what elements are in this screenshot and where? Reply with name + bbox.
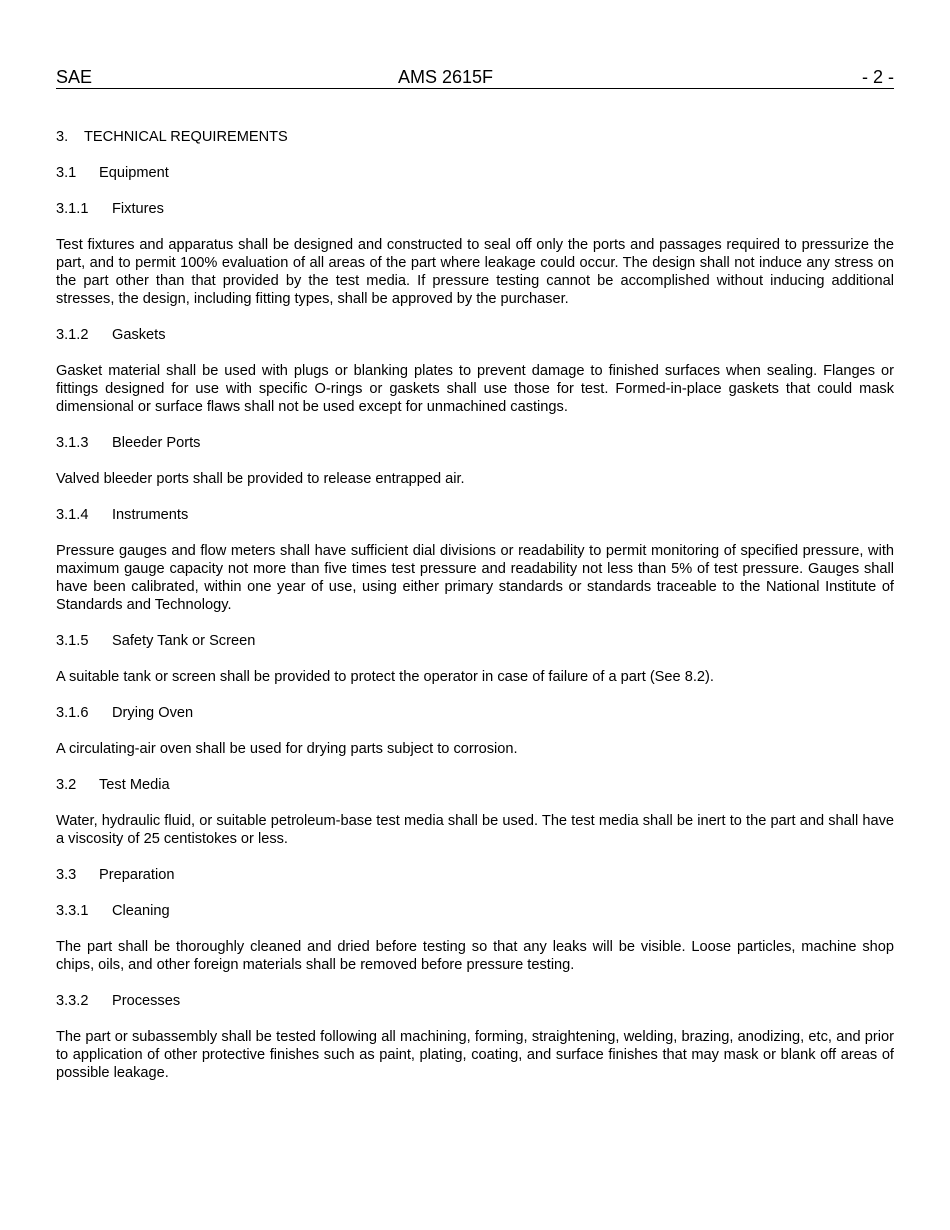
section-title: Gaskets [112, 327, 166, 343]
section-3-1-5-heading [56, 632, 894, 650]
section-title: Cleaning [112, 903, 170, 919]
section-3-3-1-paragraph: The part shall be thoroughly cleaned and dried before testing so that any leaks will be visible. Loose particles, machine shop chips, oils, and other foreign materials shall be removed before pressure testing. [56, 939, 894, 973]
section-3-3-2-paragraph: The part or subassembly shall be tested following all machining, forming, straightening, welding, brazing, anodizing, etc, and prior to application of other protective finishes such as paint, plating, coating, and surface finishes that may mask or blank off areas of possible leakage. [56, 1029, 894, 1081]
section-3-1-4-paragraph: Pressure gauges and flow meters shall have sufficient dial divisions or readability to permit monitoring of specified pressure, with maximum gauge capacity not more than five times test pressure and readability not less than 5% of test pressure. Gauges shall have been calibrated, within one year of use, using either primary standards or standards traceable to the National Institute of Standards and Technology. [56, 543, 894, 613]
section-title: Instruments [112, 507, 189, 523]
header-document-number: AMS 2615F [398, 67, 494, 87]
section-title: Safety Tank or Screen [112, 633, 256, 649]
section-number: 3.1.2 [56, 327, 89, 343]
section-number: 3.1 [56, 165, 77, 181]
section-title: Equipment [99, 165, 169, 181]
section-title: Test Media [99, 777, 170, 793]
section-3-1-6-paragraph: A circulating-air oven shall be used for drying parts subject to corrosion. [56, 741, 518, 757]
section-3-heading [56, 128, 894, 146]
section-3-1-5-paragraph: A suitable tank or screen shall be provided to protect the operator in case of failure of a part (See 8.2). [56, 669, 714, 685]
section-number: 3.1.6 [56, 705, 89, 721]
section-title: TECHNICAL REQUIREMENTS [84, 129, 288, 145]
section-3-3-1-heading [56, 902, 894, 920]
section-3-3-heading [56, 866, 894, 884]
section-number: 3.3.2 [56, 993, 89, 1009]
section-3-2-paragraph: Water, hydraulic fluid, or suitable petroleum-base test media shall be used. The test media shall be inert to the part and shall have a viscosity of 25 centistokes or less. [56, 813, 894, 847]
document-body [56, 128, 894, 1082]
section-3-1-6-heading [56, 704, 894, 722]
section-title: Drying Oven [112, 705, 194, 721]
section-3-1-4-heading [56, 506, 894, 524]
section-3-1-heading [56, 164, 894, 182]
section-title: Preparation [99, 867, 175, 883]
section-number: 3.2 [56, 777, 77, 793]
section-3-1-3-heading [56, 434, 894, 452]
section-number: 3. [56, 129, 69, 145]
page-header [56, 67, 894, 89]
section-title: Bleeder Ports [112, 435, 201, 451]
section-3-2-heading [56, 776, 894, 794]
section-title: Fixtures [112, 201, 164, 217]
header-organization: SAE [56, 67, 93, 87]
section-number: 3.1.5 [56, 633, 89, 649]
section-3-1-1-paragraph: Test fixtures and apparatus shall be designed and constructed to seal off only the ports and passages required to pressurize the part, and to permit 100% evaluation of all areas of the part where leakage could occur. The design shall not induce any stress on the part other than that provided by the test media. If pressure testing cannot be accomplished without inducing additional stresses, the design, including fitting types, shall be approved by the purchaser. [56, 237, 894, 307]
section-3-1-2-paragraph: Gasket material shall be used with plugs or blanking plates to prevent damage to finished surfaces when sealing. Flanges or fittings designed for use with specific O-rings or gaskets shall use those for test. Formed-in-place gaskets that could mask dimensional or surface flaws shall not be used except for unmachined castings. [56, 363, 894, 415]
section-number: 3.1.4 [56, 507, 89, 523]
section-3-1-1-heading [56, 200, 894, 218]
section-number: 3.1.3 [56, 435, 89, 451]
section-number: 3.1.1 [56, 201, 89, 217]
header-page-number: - 2 - [861, 67, 894, 87]
section-3-1-2-heading [56, 326, 894, 344]
section-title: Processes [112, 993, 181, 1009]
section-number: 3.3 [56, 867, 77, 883]
section-3-3-2-heading [56, 992, 894, 1010]
section-number: 3.3.1 [56, 903, 89, 919]
section-3-1-3-paragraph: Valved bleeder ports shall be provided to release entrapped air. [56, 471, 465, 487]
